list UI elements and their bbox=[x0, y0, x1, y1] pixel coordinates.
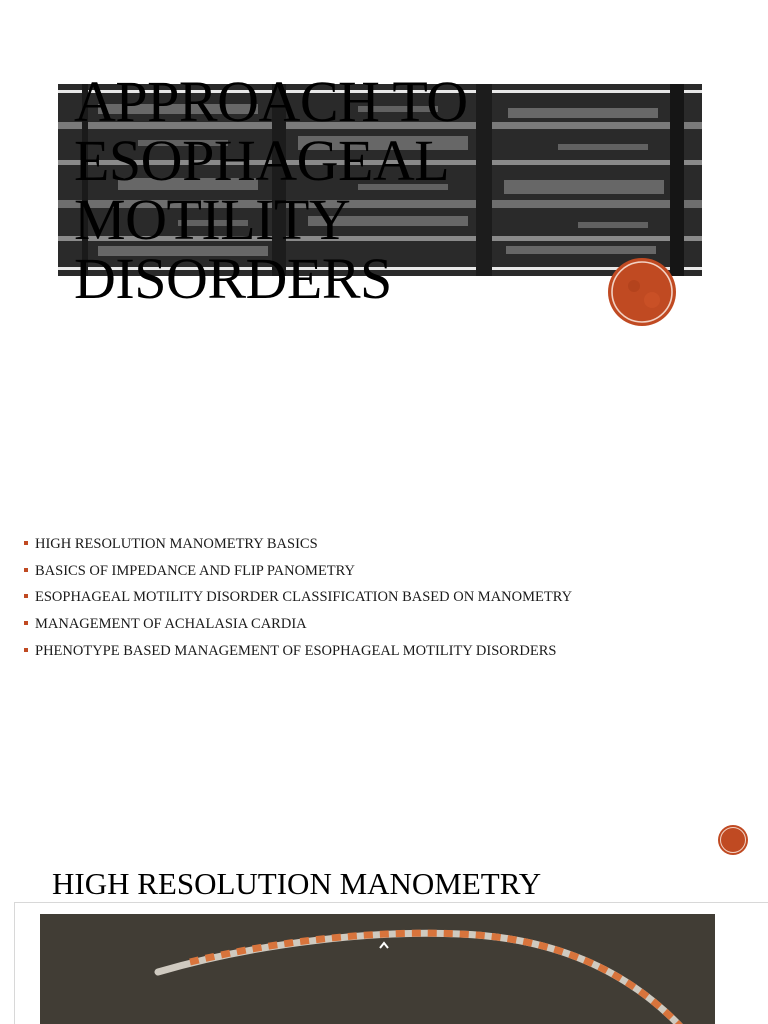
manometry-slide bbox=[0, 800, 768, 1024]
orange-circle-icon bbox=[606, 256, 678, 328]
divider bbox=[14, 902, 15, 1024]
agenda-list bbox=[24, 533, 572, 666]
bullet-marker-icon bbox=[24, 594, 28, 598]
list-item bbox=[24, 560, 572, 587]
title-line: MOTILITY bbox=[74, 187, 351, 252]
list-item-text: HIGH RESOLUTION MANOMETRY BASICS bbox=[35, 536, 318, 552]
list-item-text: ESOPHAGEAL MOTILITY DISORDER CLASSIFICATION BASED ON MANOMETRY bbox=[35, 589, 573, 606]
title-line: ESOPHAGEAL bbox=[74, 128, 450, 193]
orange-circle-icon bbox=[717, 824, 749, 856]
title-line: APPROACH TO bbox=[74, 69, 468, 134]
bullet-marker-icon bbox=[24, 621, 28, 625]
list-item-text: PHENOTYPE BASED MANAGEMENT OF ESOPHAGEAL MOTILITY DISORDERS bbox=[35, 642, 557, 659]
title-line: DISORDERS bbox=[74, 246, 392, 311]
list-item bbox=[24, 640, 572, 667]
list-item-text: BASICS OF IMPEDANCE AND FLIP PANOMETRY bbox=[35, 562, 356, 579]
divider bbox=[14, 902, 768, 903]
slide-title bbox=[74, 69, 694, 311]
bullet-marker-icon bbox=[24, 648, 28, 652]
list-item-text: MANAGEMENT OF ACHALASIA CARDIA bbox=[35, 616, 307, 633]
list-item bbox=[24, 533, 572, 560]
list-item bbox=[24, 586, 572, 613]
bullet-marker-icon bbox=[24, 568, 28, 572]
slide-title: HIGH RESOLUTION MANOMETRY bbox=[52, 866, 542, 901]
list-item bbox=[24, 613, 572, 640]
catheter-photo bbox=[40, 914, 715, 1024]
bullet-marker-icon bbox=[24, 541, 28, 545]
